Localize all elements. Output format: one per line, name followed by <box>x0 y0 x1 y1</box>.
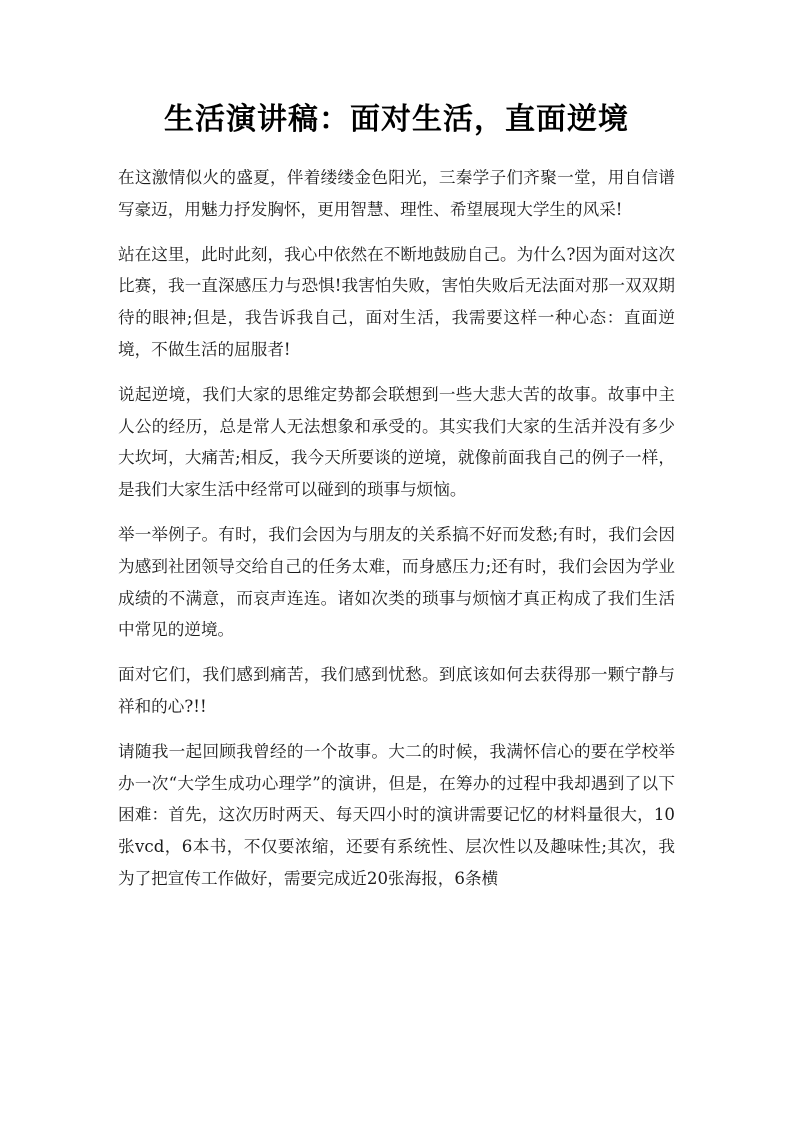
paragraph-3: 说起逆境，我们大家的思维定势都会联想到一些大悲大苦的故事。故事中主人公的经历，总是常人无法想象和承受的。其实我们大家的生活并没有多少大坎坷，大痛苦;相反，我今天所要谈的逆境，就像前面我自己的例子一样，是我们大家生活中经常可以碰到的琐事与烦恼。 <box>118 384 675 500</box>
paragraph-5: 面对它们，我们感到痛苦，我们感到忧愁。到底该如何去获得那一颗宁静与祥和的心?!! <box>118 665 675 716</box>
paragraph-4: 举一举例子。有时，我们会因为与朋友的关系搞不好而发愁;有时，我们会因为感到社团领导交给自己的任务太难，而身感压力;还有时，我们会因为学业成绩的不满意，而哀声连连。诸如次类的琐事与烦恼才真正构成了我们生活中常见的逆境。 <box>118 524 675 640</box>
document-body <box>118 162 675 895</box>
paragraph-2: 站在这里，此时此刻，我心中依然在不断地鼓励自己。为什么?因为面对这次比赛，我一直深感压力与恐惧!我害怕失败，害怕失败后无法面对那一双双期待的眼神;但是，我告诉我自己，面对生活，我需要这样一种心态：直面逆境，不做生活的屈服者! <box>118 244 675 359</box>
paragraph-1: 在这激情似火的盛夏，伴着缕缕金色阳光，三秦学子们齐聚一堂，用自信谱写豪迈，用魅力抒发胸怀，更用智慧、理性、希望展现大学生的风采! <box>118 168 675 219</box>
document-title: 生活演讲稿：面对生活，直面逆境 <box>164 102 629 137</box>
paragraph-6: 请随我一起回顾我曾经的一个故事。大二的时候，我满怀信心的要在学校举办一次“大学生成功心理学”的演讲，但是，在筹办的过程中我却遇到了以下困难：首先，这次历时两天、每天四小时的演讲需要记忆的材料量很大，10张vcd，6本书，不仅要浓缩，还要有系统性、层次性以及趣味性;其次，我为了把宣传工作做好，需要完成近20张海报，6条横 <box>118 741 675 888</box>
